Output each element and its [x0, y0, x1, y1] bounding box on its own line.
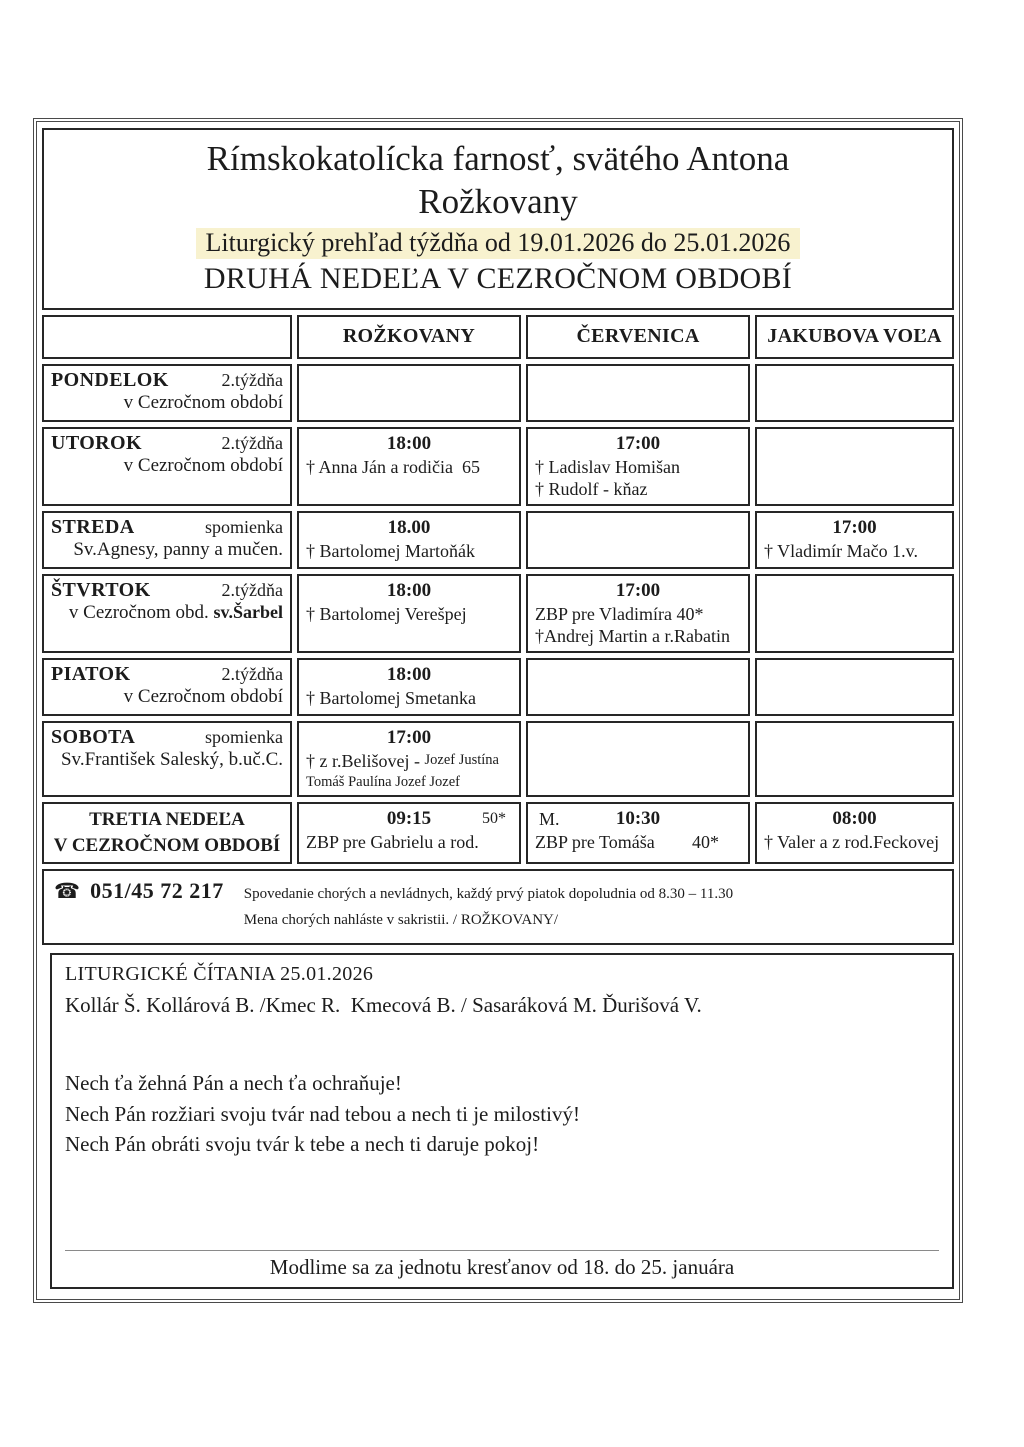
day-note: spomienka — [205, 726, 283, 747]
day-header — [51, 579, 283, 602]
intention-line: † z r.Belišovej - Jozef Justína — [306, 750, 499, 771]
day-note: 2.týždňa — [221, 579, 283, 600]
schedule-cell — [297, 364, 521, 422]
schedule-row — [42, 427, 954, 506]
mass-time: 18:00 — [386, 432, 432, 454]
schedule-cell — [526, 574, 750, 653]
parish-title-line1: Rímskokatolícka farnosť, svätého Antona — [206, 139, 790, 178]
day-subtitle: v Cezročnom obd. sv.Šarbel — [68, 601, 283, 623]
day-subtitle: v Cezročnom období — [123, 685, 283, 707]
liturgical-week-title: DRUHÁ NEDEĽA V CEZROČNOM OBDOBÍ — [203, 261, 793, 295]
day-cell — [42, 364, 292, 422]
day-header — [51, 726, 283, 749]
day-name: UTOROK — [51, 431, 142, 454]
mass-time-row — [535, 579, 741, 604]
intention-line: ZBP pre Gabrielu a rod. — [306, 832, 479, 853]
week-range-highlight: Liturgický prehľad týždňa od 19.01.2026 do 25.01.2026 — [196, 228, 801, 259]
day-note: 2.týždňa — [221, 432, 283, 453]
schedule-cell — [297, 658, 521, 716]
day-name: PIATOK — [51, 662, 131, 685]
confession-notes — [244, 878, 733, 934]
readings-box — [50, 953, 954, 1289]
mass-time: 18:00 — [386, 579, 432, 601]
day-name: ŠTVRTOK — [51, 578, 151, 601]
schedule-row — [42, 721, 954, 798]
mass-time-row — [306, 663, 512, 688]
week-range-row — [50, 228, 946, 259]
day-header — [51, 516, 283, 539]
intention-line: † Rudolf - kňaz — [535, 478, 648, 499]
schedule-cell — [297, 511, 521, 569]
confession-note-line2: Mena chorých nahláste v sakristii. / ROŽKOVANY/ — [243, 911, 559, 928]
schedule-cell — [526, 427, 750, 506]
intention-line: Tomáš Paulína Jozef Jozef — [306, 773, 461, 790]
mass-time: 17:00 — [615, 432, 661, 454]
schedule-cell — [526, 364, 750, 422]
day-subtitle: Sv.František Saleský, b.uč.C. — [60, 748, 283, 770]
document-inner-frame — [36, 121, 960, 1300]
sunday-title-line: V CEZROČNOM OBDOBÍ — [53, 834, 281, 856]
phone-icon — [54, 879, 80, 903]
schedule-cell — [526, 802, 750, 863]
mass-time: 18:00 — [386, 663, 432, 685]
schedule-row — [42, 511, 954, 569]
schedule-table — [42, 315, 954, 864]
schedule-cell — [755, 574, 954, 653]
schedule-row — [42, 364, 954, 422]
schedule-cell — [526, 511, 750, 569]
blessing-line-3: Nech Pán obráti svoju tvár k tebe a nech ti daruje pokoj! — [65, 1131, 540, 1156]
day-header — [51, 663, 283, 686]
schedule-cell — [526, 721, 750, 798]
blessing-line-2: Nech Pán rozžiari svoju tvár nad tebou a nech ti je milostivý! — [65, 1101, 580, 1126]
mass-time-row — [306, 726, 512, 751]
mass-time: 17:00 — [386, 726, 432, 748]
phone-number: 051/45 72 217 — [90, 877, 224, 903]
day-note: spomienka — [205, 516, 283, 537]
schedule-cell — [297, 427, 521, 506]
schedule-cell — [297, 574, 521, 653]
schedule-row — [42, 802, 954, 863]
day-cell — [42, 658, 292, 716]
schedule-cell — [297, 721, 521, 798]
mass-time-row — [306, 807, 512, 832]
mass-time-row — [306, 432, 512, 457]
sunday-title — [51, 807, 283, 858]
day-subtitle: v Cezročnom období — [123, 391, 283, 413]
sunday-title-line: TRETIA NEDEĽA — [89, 809, 245, 831]
schedule-row — [42, 658, 954, 716]
blessing-text — [65, 1068, 939, 1159]
day-cell — [42, 802, 292, 863]
intention-line: † Vladimír Mačo 1.v. — [764, 540, 918, 561]
mass-time: 09:15 — [386, 808, 432, 830]
mass-time-row — [306, 516, 512, 541]
phone-contact — [54, 878, 224, 904]
day-header — [51, 432, 283, 455]
day-note: 2.týždňa — [221, 663, 283, 684]
day-header — [51, 369, 283, 392]
mass-time: 08:00 — [832, 808, 877, 830]
mass-time-row — [306, 579, 512, 604]
mass-time: 17:00 — [615, 579, 661, 601]
column-header-jakubova-vo-a: JAKUBOVA VOĽA — [755, 315, 954, 359]
schedule-cell — [297, 802, 521, 863]
schedule-cell — [755, 511, 954, 569]
day-subtitle: v Cezročnom období — [123, 454, 283, 476]
mass-time: 17:00 — [832, 516, 877, 538]
intention-line: ZBP pre Vladimíra 40* — [535, 603, 704, 624]
readings-title: LITURGICKÉ ČÍTANIA 25.01.2026 — [65, 963, 374, 986]
intention-line: † Bartolomej Martoňák — [306, 540, 475, 561]
day-cell — [42, 574, 292, 653]
schedule-cell — [755, 802, 954, 863]
schedule-cell — [755, 364, 954, 422]
confession-note-line1: Spovedanie chorých a nevládnych, každý prvý piatok dopoludnia od 8.30 – 11.30 — [243, 885, 734, 902]
readers-list: Kollár Š. Kollárová B. /Kmec R. Kmecová B. / Sasaráková M. Ďurišová V. — [65, 993, 702, 1018]
day-cell — [42, 427, 292, 506]
day-name: STREDA — [51, 515, 135, 538]
scanned-document-page — [33, 118, 963, 1303]
parish-title-line2: Rožkovany — [418, 181, 578, 221]
intention-line: † Bartolomej Smetanka — [306, 687, 476, 708]
day-name: PONDELOK — [51, 368, 169, 391]
schedule-cell — [755, 721, 954, 798]
mass-time-row — [535, 807, 741, 832]
mass-time: 18.00 — [387, 516, 431, 538]
intention-line: † Valer a z rod.Feckovej — [764, 832, 940, 853]
day-note: 2.týždňa — [221, 369, 283, 390]
intention-line: † Bartolomej Verešpej — [306, 603, 467, 624]
mass-time-row — [764, 516, 945, 541]
schedule-cell — [755, 427, 954, 506]
day-cell — [42, 721, 292, 798]
day-name: SOBOTA — [51, 725, 136, 748]
column-header-empty — [42, 315, 292, 359]
day-cell — [42, 511, 292, 569]
column-header-row — [42, 315, 954, 359]
schedule-cell — [526, 658, 750, 716]
column-header--ervenica: ČERVENICA — [526, 315, 750, 359]
document-header — [42, 128, 954, 310]
mass-time: 10:30 — [615, 808, 661, 830]
schedule-row — [42, 574, 954, 653]
time-prefix: M. — [539, 809, 560, 830]
footer-prayer-line: Modlime sa za jednotu kresťanov od 18. do 25. januára — [65, 1250, 939, 1287]
mass-time-row — [764, 807, 945, 832]
schedule-cell — [755, 658, 954, 716]
blessing-line-1: Nech ťa žehná Pán a nech ťa ochraňuje! — [65, 1071, 402, 1096]
intention-line: † Ladislav Homišan — [535, 456, 680, 477]
day-subtitle: Sv.Agnesy, panny a mučen. — [73, 538, 283, 560]
intention-line: † Anna Ján a rodičia 65 — [306, 456, 480, 477]
intention-line: ZBP pre Tomáša 40* — [535, 832, 719, 853]
time-suffix: 50* — [482, 810, 506, 828]
column-header-ro-kovany: ROŽKOVANY — [297, 315, 521, 359]
intention-line: †Andrej Martin a r.Rabatin — [535, 625, 730, 646]
mass-time-row — [535, 432, 741, 457]
phone-info-box — [42, 869, 954, 946]
